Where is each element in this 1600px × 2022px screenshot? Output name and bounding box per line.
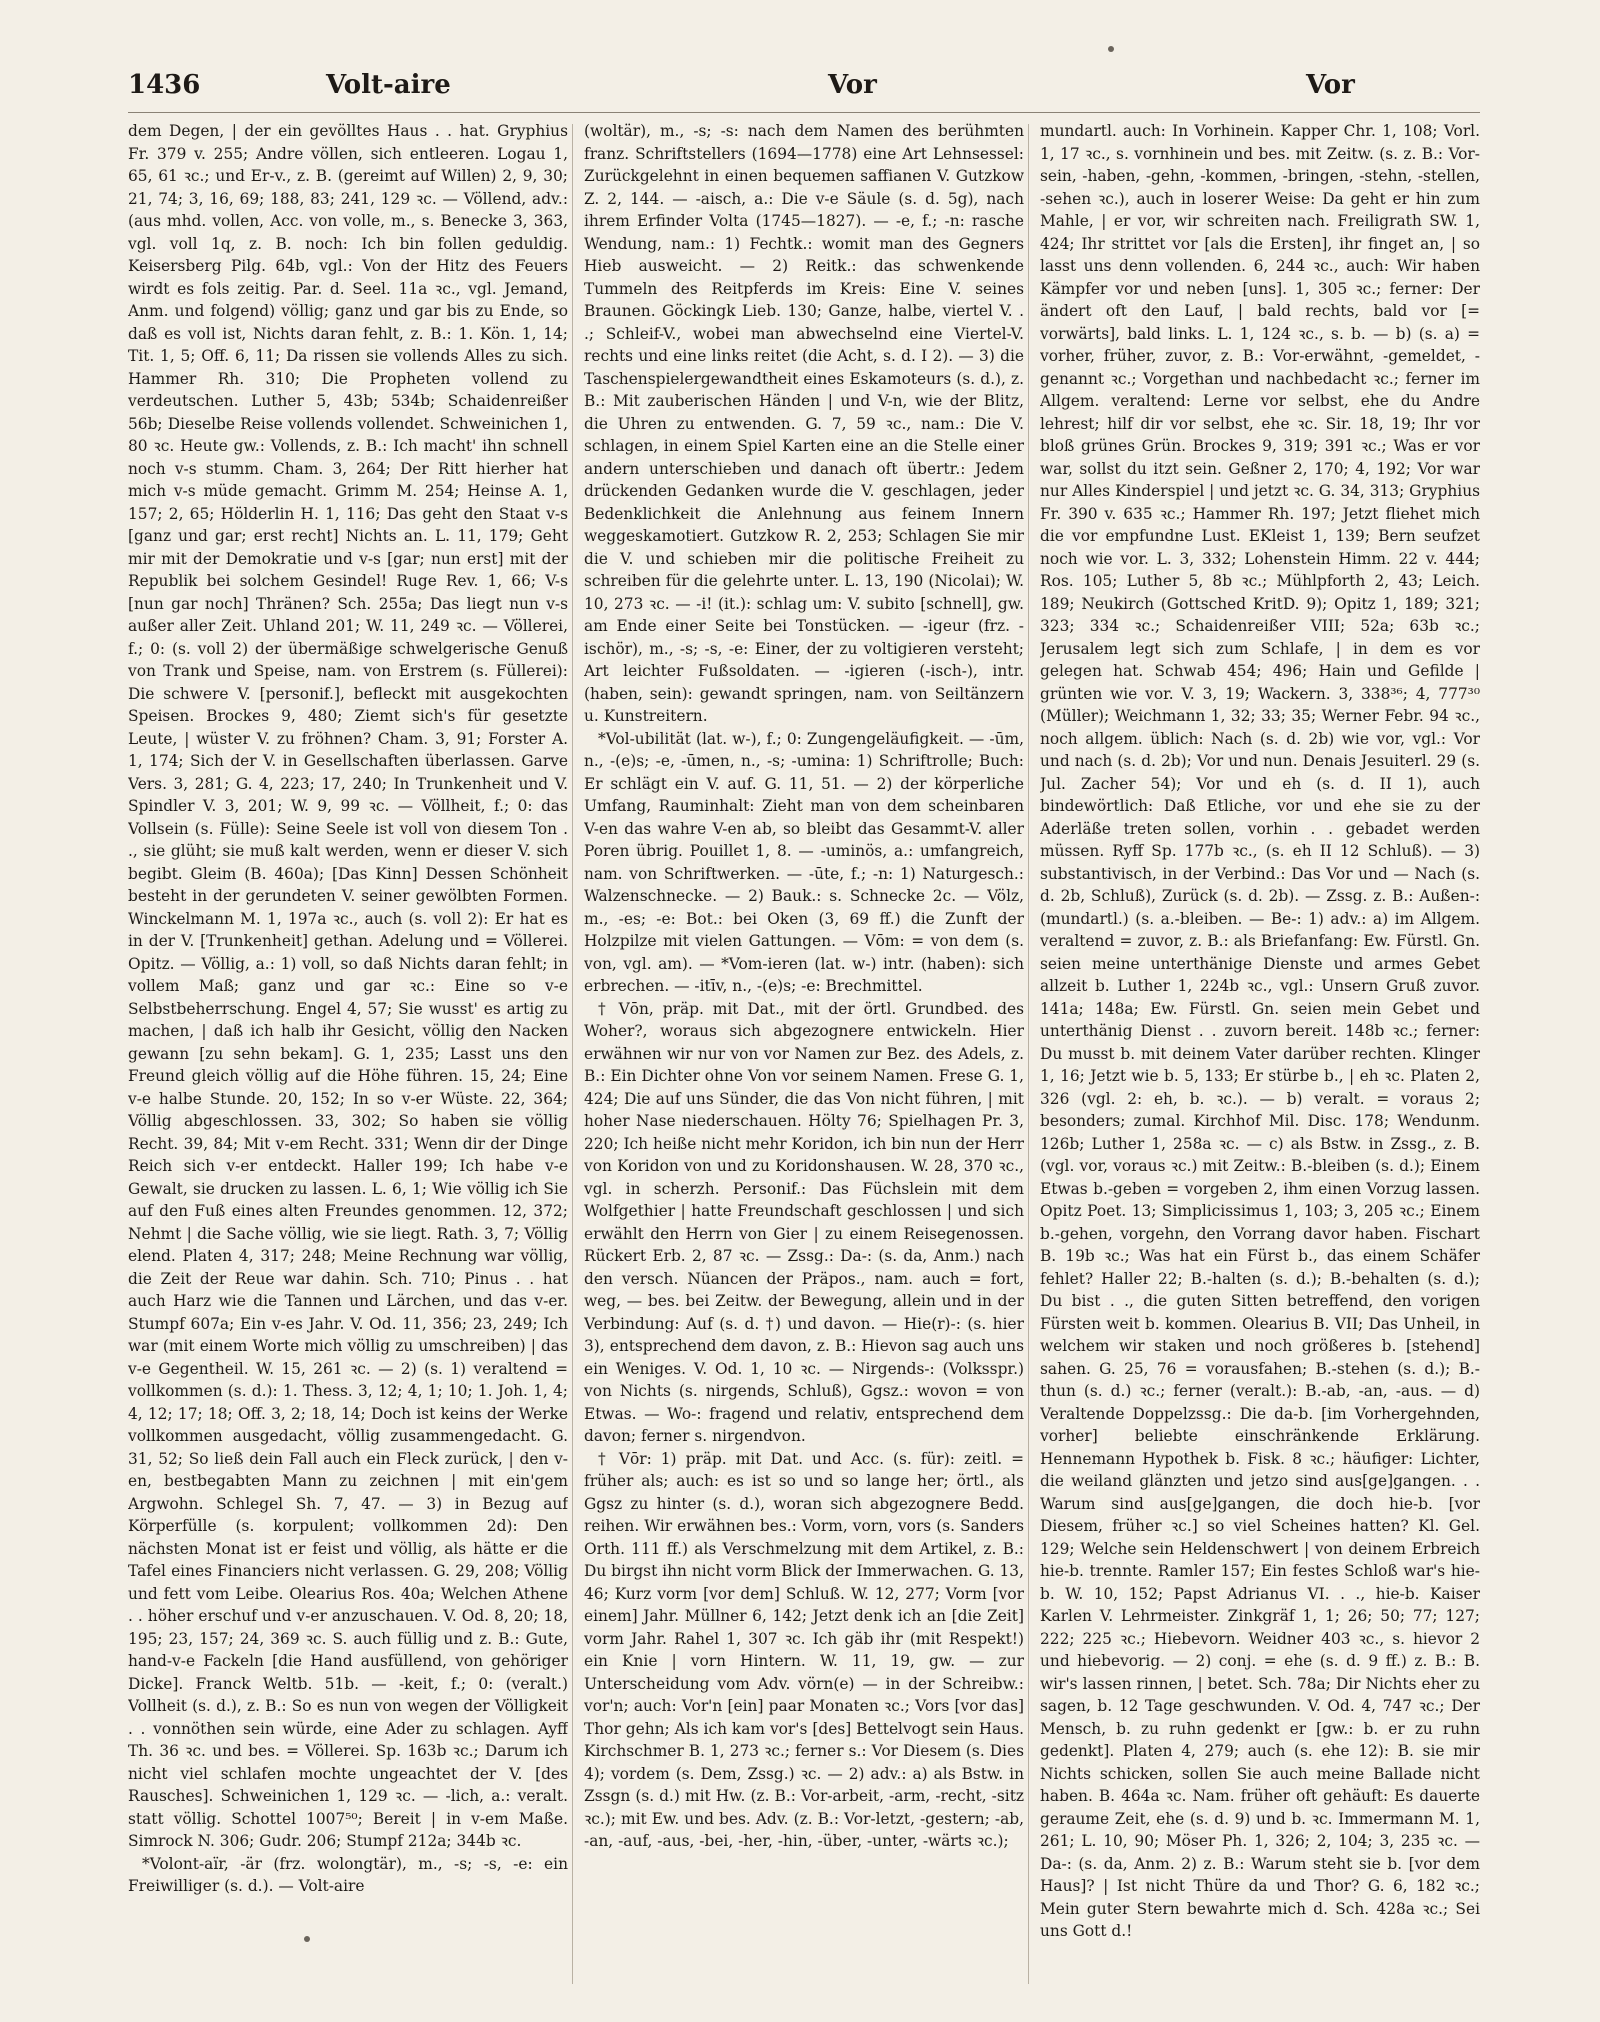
entry-paragraph: *Vol-ubilität (lat. w-), f.; 0: Zungengeläufigkeit. — -ūm, n., -(e)s; -e, -ūmen, n., -s; -umina: 1) Schriftrolle; Buch: Er schlägt ein V. auf. G. 11, 51. — 2) der körperliche Umfang, Rauminhalt: Zieht man von dem scheinbaren V-en das wahre V-en ab, so bleibt das Gesammt-V. aller Poren übrig. Pouillet 1, 8. — -uminös, a.: umfangreich, nam. von Schriftwerken. — -ūte, f.; -n: 1) Naturgesch.: Walzenschnecke. — 2) Bauk.: s. Schnecke 2c. — Völz, m., -es; -e: Bot.: bei Oken (3, 69 ff.) die Zunft der Holzpilze mit vielen Gattungen. — Vōm: = von dem (s. von, vgl. am). — *Vom-ieren (lat. w-) intr. (haben): sich erbrechen. — -itīv, n., -(e)s; -e: Brechmittel.: [584, 729, 1024, 995]
header-rule: [128, 112, 1480, 113]
print-speck: [304, 1936, 310, 1942]
header-catchword-center: Vor: [828, 70, 877, 100]
print-speck: [1108, 46, 1114, 52]
entry-paragraph: † Vōn, präp. mit Dat., mit der örtl. Grundbed. des Woher?, woraus sich abgezognere entwickeln. Hier erwähnen wir nur von vor Namen zur Bez. des Adels, z. B.: Ein Dichter ohne Von vor seinem Namen. Frese G. 1, 424; Die auf uns Sünder, die das Von nicht führen, | mit hoher Nase niederschauen. Hölty 76; Spielhagen Pr. 3, 220; Ich heiße nicht mehr Koridon, ich bin nun der Herr von Koridon von und zu Koridonshausen. W. 28, 370 ꝛc., vgl. in scherzh. Personif.: Das Füchslein mit dem Wolfgethier | hatte Freundschaft geschlossen | und sich erwählt den Herrn von Gier | zu einem Reisegenossen. Rückert Erb. 2, 87 ꝛc. — Zssg.: Da-: (s. da, Anm.) nach den versch. Nüancen der Präpos., nam. auch = fort, weg, — bes. bei Zeitw. der Bewegung, allein und in der Verbindung: Auf (s. d. †) und davon. — Hie(r)-: (s. hier 3), entsprechend dem davon, z. B.: Hievon sag auch uns ein Weniges. V. Od. 1, 10 ꝛc. — Nirgends-: (Volksspr.) von Nichts (s. nirgends, Schluß), Ggsz.: wovon = von Etwas. — Wo-: fragend und relativ, entsprechend dem davon; ferner s. nirgendvon.: [584, 999, 1024, 1445]
text-columns: [128, 120, 1480, 1990]
entry-paragraph: *Volont-aïr, -är (frz. wolongtär), m., -s; -s, -e: ein Freiwilliger (s. d.). — Volt-aire: [128, 1854, 568, 1895]
column-divider: [1028, 124, 1029, 1984]
column-divider: [572, 124, 573, 1984]
column-left: [128, 120, 568, 1990]
header-catchword-right: Vor: [1306, 70, 1355, 100]
column-middle: [584, 120, 1024, 1990]
entry-paragraph: † Vōr: 1) präp. mit Dat. und Acc. (s. für): zeitl. = früher als; auch: es ist so und so lange her; örtl., als Ggsz zu hinter (s. d.), woran sich abgezognere Bedd. reihen. Wir erwähnen bes.: Vorm, vorn, vors (s. Sanders Orth. 111 ff.) als Verschmelzung mit dem Artikel, z. B.: Du birgst ihn nicht vorm Blick der Immerwachen. G. 13, 46; Kurz vorm [vor dem] Schluß. W. 12, 277; Vorm [vor einem] Jahr. Müllner 6, 142; Jetzt denk ich an [die Zeit] vorm Jahr. Rahel 1, 307 ꝛc. Ich gäb ihr (mit Respekt!) ein Knie | vorn Hintern. W. 11, 19, gw. — zur Unterscheidung vom Adv. vörn(e) — in der Schreibw.: vor'n; auch: Vor'n [ein] paar Monaten ꝛc.; Vors [vor das] Thor gehn; Als ich kam vor's [des] Bettelvogt sein Haus. Kirchschmer B. 1, 273 ꝛc.; ferner s.: Vor Diesem (s. Dies 4); vordem (s. Dem, Zssg.) ꝛc. — 2) adv.: a) als Bstw. in Zssgn (s. d.) mit Hw. (z. B.: Vor-arbeit, -arm, -recht, -sitz ꝛc.); mit Ew. und bes. Adv. (z. B.: Vor-letzt, -gestern; -ab, -an, -auf, -aus, -bei, -her, -hin, -über, -unter, -wärts ꝛc.);: [584, 1449, 1024, 1850]
entry-paragraph: mundartl. auch: In Vorhinein. Kapper Chr. 1, 108; Vorl. 1, 17 ꝛc., s. vornhinein und bes. mit Zeitw. (s. z. B.: Vor-sein, -haben, -gehn, -kommen, -bringen, -stehn, -stellen, -sehen ꝛc.), auch in loserer Weise: Da geht er hin zum Mahle, | er vor, wir schreiten nach. Freiligrath SW. 1, 424; Ihr strittet vor [als die Ersten], ihr finget an, | so lasst uns denn vollenden. 6, 244 ꝛc., auch: Wir haben Kämpfer vor und neben [uns]. 1, 305 ꝛc.; ferner: Der ändert oft den Lauf, | bald rechts, bald vor [= vorwärts], bald links. L. 1, 124 ꝛc., s. b. — b) (s. a) = vorher, früher, zuvor, z. B.: Vor-erwähnt, -gemeldet, -genannt ꝛc.; Vorgethan und nachbedacht ꝛc.; ferner im Allgem. veraltend: Lerne vor selbst, ehe du Andre lehrest; hilf dir vor selbst, ehe ꝛc. Sir. 18, 19; Ihr vor bloß grünes Grün. Brockes 9, 319; 391 ꝛc.; Was er vor war, sollst du itzt sein. Geßner 2, 170; 4, 192; Vor war nur Alles Kinderspiel | und jetzt ꝛc. G. 34, 313; Gryphius Fr. 390 v. 635 ꝛc.; Hammer Rh. 197; Jetzt fliehet mich die vor empfundne Lust. EKleist 1, 139; Bern seufzet noch wie vor. L. 3, 332; Lohenstein Himm. 22 v. 444; Ros. 105; Luther 5, 8b ꝛc.; Mühlpforth 2, 43; Leich. 189; Neukirch (Gottsched KritD. 9); Opitz 1, 189; 321; 323; 334 ꝛc.; Schaidenreißer VIII; 52a; 63b ꝛc.; Jerusalem legt sich zum Schlafe, | in dem es vor gelegen hat. Schwab 454; 496; Hain und Gefilde | grünten wie vor. V. 3, 19; Wackern. 3, 338³⁶; 4, 777³⁰ (Müller); Weichmann 1, 32; 33; 35; Werner Febr. 94 ꝛc., noch allgem. üblich: Nach (s. d. 2b) wie vor, vgl.: Vor und nach (s. d. 2b); Vor und nun. Denais Jesuiterl. 29 (s. Jul. Zacher 54); Vor und eh (s. d. II 1), auch bindewörtlich: Daß Etliche, vor und ehe sie zu der Aderläße treten sollen, vorhin . . gebadet werden müssen. Ryff Sp. 177b ꝛc., (s. eh II 12 Schluß). — 3) substantivisch, in der Verbind.: Das Vor und — Nach (s. d. 2b, Schluß), Zurück (s. d. 2b). — Zssg. z. B.: Außen-: (mundartl.) (s. a.-bleiben. — Be-: 1) adv.: a) im Allgem. veraltend = zuvor, z. B.: als Briefanfang: Ew. Fürstl. Gn. seien meine unterthänige Dienste und armes Gebet allzeit b. Luther 1, 224b ꝛc., vgl.: Unsern Gruß zuvor. 141a; 148a; Ew. Fürstl. Gn. seien mein Gebet und unterthänig Dienst . . zuvorn bereit. 148b ꝛc.; ferner: Du musst b. mit deinem Vater darüber rechten. Klinger 1, 16; Jetzt wie b. 5, 133; Er stürbe b., | eh ꝛc. Platen 2, 326 (vgl. 2: eh, b. ꝛc.). — b) veralt. = voraus 2; besonders; zumal. Kirchhof Mil. Disc. 178; Wendunm. 126b; Luther 1, 258a ꝛc. — c) als Bstw. in Zssg., z. B. (vgl. vor, voraus ꝛc.) mit Zeitw.: B.-bleiben (s. d.); Einem Etwas b.-geben = vorgeben 2, ihm einen Vorzug lassen. Opitz Poet. 13; Simplicissimus 1, 103; 3, 205 ꝛc.; Einem b.-gehen, vorgehn, den Vorrang davor haben. Fischart B. 19b ꝛc.; Was hat ein Fürst b., das einem Schäfer fehlet? Haller 22; B.-halten (s. d.); B.-behalten (s. d.); Du bist . ., die guten Sitten betreffend, den vorigen Fürsten weit b. kommen. Olearius B. VII; Das Unheil, in welchem wir staken und noch größeres b. [stehend] sahen. G. 25, 76 = vorausfahen; B.-stehen (s. d.); B.-thun (s. d.) ꝛc.; ferner (veralt.): B.-ab, -an, -aus. — d) Veraltende Doppelzssg.: Die da-b. [im Vorhergehnden, vorher] beliebte einschränkende Erklärung. Hennemann Hypothek b. Fisk. 8 ꝛc.; häufiger: Lichter, die weiland glänzten und jetzo sind aus[ge]gangen. . . Warum sind aus[ge]gangen, die doch hie-b. [vor Diesem, früher ꝛc.] so viel Scheines hatten? Kl. Gel. 129; Welche sein Heldenschwert | von deinem Erbreich hie-b. trennte. Ramler 157; Ein festes Schloß war's hie-b. W. 10, 152; Papst Adrianus VI. . ., hie-b. Kaiser Karlen V. Lehrmeister. Zinkgräf 1, 1; 26; 50; 77; 127; 222; 225 ꝛc.; Hiebevorn. Weidner 403 ꝛc., s. hievor 2 und hiebevorig. — 2) conj. = ehe (s. d. 9 ff.) z. B.: B. wir's lassen rinnen, | betet. Sch. 78a; Dir Nichts eher zu sagen, b. 12 Tage geschwunden. V. Od. 4, 747 ꝛc.; Der Mensch, b. zu ruhn gedenkt er [gw.: b. er zu ruhn gedenkt]. Platen 4, 279; auch (s. ehe 12): B. sie mir Nichts schicken, sollen Sie auch meine Ballade nicht haben. B. 464a ꝛc. Nam. früher oft gehäuft: Es dauerte geraume Zeit, ehe (s. d. 9) und b. ꝛc. Immermann M. 1, 261; L. 10, 90; Möser Ph. 1, 326; 2, 104; 3, 235 ꝛc. — Da-: (s. da, Anm. 2) z. B.: Warum steht sie b. [vor dem Haus]? | Ist nicht Thüre da und Thor? G. 6, 182 ꝛc.; Mein guter Stern bewahrte mich d. Sch. 428a ꝛc.; Sei uns Gott d.!: [1040, 122, 1480, 1940]
page-number: 1436: [128, 70, 201, 100]
entry-paragraph: (woltär), m., -s; -s: nach dem Namen des berühmten franz. Schriftstellers (1694—1778) eine Art Lehnsessel: Zurückgelehnt in einen bequemen saffianen V. Gutzkow Z. 2, 144. — -aisch, a.: Die v-e Säule (s. d. 5g), nach ihrem Erfinder Volta (1745—1827). — -e, f.; -n: rasche Wendung, nam.: 1) Fechtk.: womit man des Gegners Hieb ausweicht. — 2) Reitk.: das schwenkende Tummeln des Reitpferds im Kreis: Eine V. seines Braunen. Göckingk Lieb. 130; Ganze, halbe, viertel V. . .; Schleif-V., wobei man abwechselnd eine Viertel-V. rechts und eine links reitet (die Acht, s. d. I 2). — 3) die Taschenspielergewandtheit eines Eskamoteurs (s. d.), z. B.: Mit zauberischen Händen | und V-n, wie der Blitz, die Uhren zu entwenden. G. 7, 59 ꝛc., nam.: Die V. schlagen, in einem Spiel Karten eine an die Stelle einer andern unterschieben und danach oft übertr.: Jedem drückenden Gedanken wurde die V. geschlagen, jeder Bedenklichkeit die Anlehnung aus feinem Innern weggeskamotiert. Gutzkow R. 2, 253; Schlagen Sie mir die V. und schieben mir die politische Freiheit zu schreiben für die gelehrte unter. L. 13, 190 (Nicolai); W. 10, 273 ꝛc. — -i! (it.): schlag um: V. subito [schnell], gw. am Ende einer Seite bei Tonstücken. — -igeur (frz. -ischör), m., -s; -s, -e: Einer, der zu voltigieren versteht; Art leichter Fußsoldaten. — -igieren (-isch-), intr. (haben, sein): gewandt springen, nam. von Seiltänzern u. Kunstreitern.: [584, 122, 1024, 725]
entry-paragraph: dem Degen, | der ein gevölltes Haus . . hat. Gryphius Fr. 379 v. 255; Andre völlen, sich entleeren. Logau 1, 65, 61 ꝛc.; und Er-v., z. B. (gereimt auf Willen) 2, 9, 30; 21, 74; 3, 16, 69; 188, 83; 241, 129 ꝛc. — Völlend, adv.: (aus mhd. vollen, Acc. von volle, m., s. Benecke 3, 363, vgl. voll 1q, z. B. noch: Ich bin follen geduldig. Keisersberg Pilg. 64b, vgl.: Von der Hitz des Feuers wirdt es fols zeitig. Par. d. Seel. 11a ꝛc., vgl. Jemand, Anm. und folgend) völlig; ganz und gar bis zu Ende, so daß es voll ist, Nichts daran fehlt, z. B.: 1. Kön. 1, 14; Tit. 1, 5; Off. 6, 11; Da rissen sie vollends Alles zu sich. Hammer Rh. 310; Die Propheten vollend zu verdeutschen. Luther 5, 43b; 534b; Schaidenreißer 56b; Dieselbe Reise vollends vollendet. Schweinichen 1, 80 ꝛc. Heute gw.: Vollends, z. B.: Ich macht' ihn schnell noch v-s stumm. Cham. 3, 264; Der Ritt hierher hat mich v-s müde gemacht. Grimm M. 254; Heinse A. 1, 157; 2, 65; Hölderlin H. 1, 116; Das geht den Staat v-s [ganz und gar; erst recht] Nichts an. L. 11, 179; Geht mir mit der Demokratie und v-s [gar; nun erst] mit der Republik bei solchem Gesindel! Ruge Rev. 1, 66; V-s [nun gar noch] Thränen? Sch. 255a; Das liegt nun v-s außer aller Zeit. Uhland 201; W. 11, 249 ꝛc. — Völlerei, f.; 0: (s. voll 2) der übermäßige schwelgerische Genuß von Trank und Speise, nam. von Erstrem (s. Füllerei): Die schwere V. [personif.], befleckt mit ausgekochten Speisen. Brockes 9, 480; Ziemt sich's für gesetzte Leute, | wüster V. zu fröhnen? Cham. 3, 91; Forster A. 1, 174; Sich der V. in Gesellschaften überlassen. Garve Vers. 3, 281; G. 4, 223; 17, 240; In Trunkenheit und V. Spindler V. 3, 201; W. 9, 99 ꝛc. — Völlheit, f.; 0: das Vollsein (s. Fülle): Seine Seele ist voll von diesem Ton . ., sie glüht; sie muß kalt werden, wenn er dieser V. sich begibt. Gleim (B. 460a); [Das Kinn] Dessen Schönheit besteht in der gerundeten V. seiner gewölbten Formen. Winckelmann M. 1, 197a ꝛc., auch (s. voll 2): Er hat es in der V. [Trunkenheit] gethan. Adelung und = Völlerei. Opitz. — Völlig, a.: 1) voll, so daß Nichts daran fehlt; in vollem Maß; ganz und gar ꝛc.: Eine so v-e Selbstbeherrschung. Engel 4, 57; Sie wusst' es artig zu machen, | daß ich halb ihr Gesicht, völlig den Nacken gewann [zu sehn bekam]. G. 1, 235; Lasst uns den Freund gleich völlig auf die Höhe führen. 15, 24; Eine v-e halbe Stunde. 20, 152; In so v-er Wüste. 22, 364; Völlig abgeschlossen. 33, 302; So haben sie völlig Recht. 39, 84; Mit v-em Recht. 331; Wenn dir der Dinge Reich sich v-er entdeckt. Haller 199; Ich habe v-e Gewalt, sie drucken zu lassen. L. 6, 1; Wie völlig ich Sie auf den Fuß eines alten Freundes genommen. 12, 372; Nehmt | die Sache völlig, wie sie liegt. Rath. 3, 7; Völlig elend. Platen 4, 317; 248; Meine Rechnung war völlig, die Zeit der Reue war dahin. Sch. 710; Pinus . . hat auch Harz wie die Tannen und Lärchen, und das v-er. Stumpf 607a; Ein v-es Jahr. V. Od. 11, 356; 23, 249; Ich war (mit einem Worte mich völlig zu umschreiben) | das v-e Gegentheil. W. 15, 261 ꝛc. — 2) (s. 1) veraltend = vollkommen (s. d.): 1. Thess. 3, 12; 4, 1; 10; 1. Joh. 1, 4; 4, 12; 17; 18; Off. 3, 2; 18, 14; Doch ist keins der Werke vollkommen ausgedacht, völlig zusammengedacht. G. 31, 52; So ließ dein Fall auch ein Fleck zurück, | den v-en, bestbegabten Mann zu zeichnen | mit ein'gem Argwohn. Schlegel Sh. 7, 47. — 3) in Bezug auf Körperfülle (s. korpulent; vollkommen 2d): Den nächsten Monat ist er feist und völlig, als hätte er die Tafel eines Financiers nicht verlassen. G. 29, 208; Völlig und fett vom Leibe. Olearius Ros. 40a; Welchen Athene . . höher erschuf und v-er anzuschauen. V. Od. 8, 20; 18, 195; 23, 157; 24, 369 ꝛc. S. auch füllig und z. B.: Gute, hand-v-e Fackeln [die Hand ausfüllend, von gehöriger Dicke]. Franck Weltb. 51b. — -keit, f.; 0: (veralt.) Vollheit (s. d.), z. B.: So es nun von wegen der Völligkeit . . vonnöthen sein würde, eine Ader zu schlagen. Ayff Th. 36 ꝛc. und bes. = Völlerei. Sp. 163b ꝛc.; Darum ich nicht viel schlafen mochte ungeachtet der V. [des Rausches]. Schweinichen 1, 129 ꝛc. — -lich, a.: veralt. statt völlig. Schottel 1007⁵⁰; Bereit | in v-em Maße. Simrock N. 306; Gudr. 206; Stumpf 212a; 344b ꝛc.: [128, 122, 568, 1850]
column-right: [1040, 120, 1480, 1990]
running-header: [128, 70, 1480, 110]
header-catchword-left: Volt-aire: [326, 70, 451, 100]
